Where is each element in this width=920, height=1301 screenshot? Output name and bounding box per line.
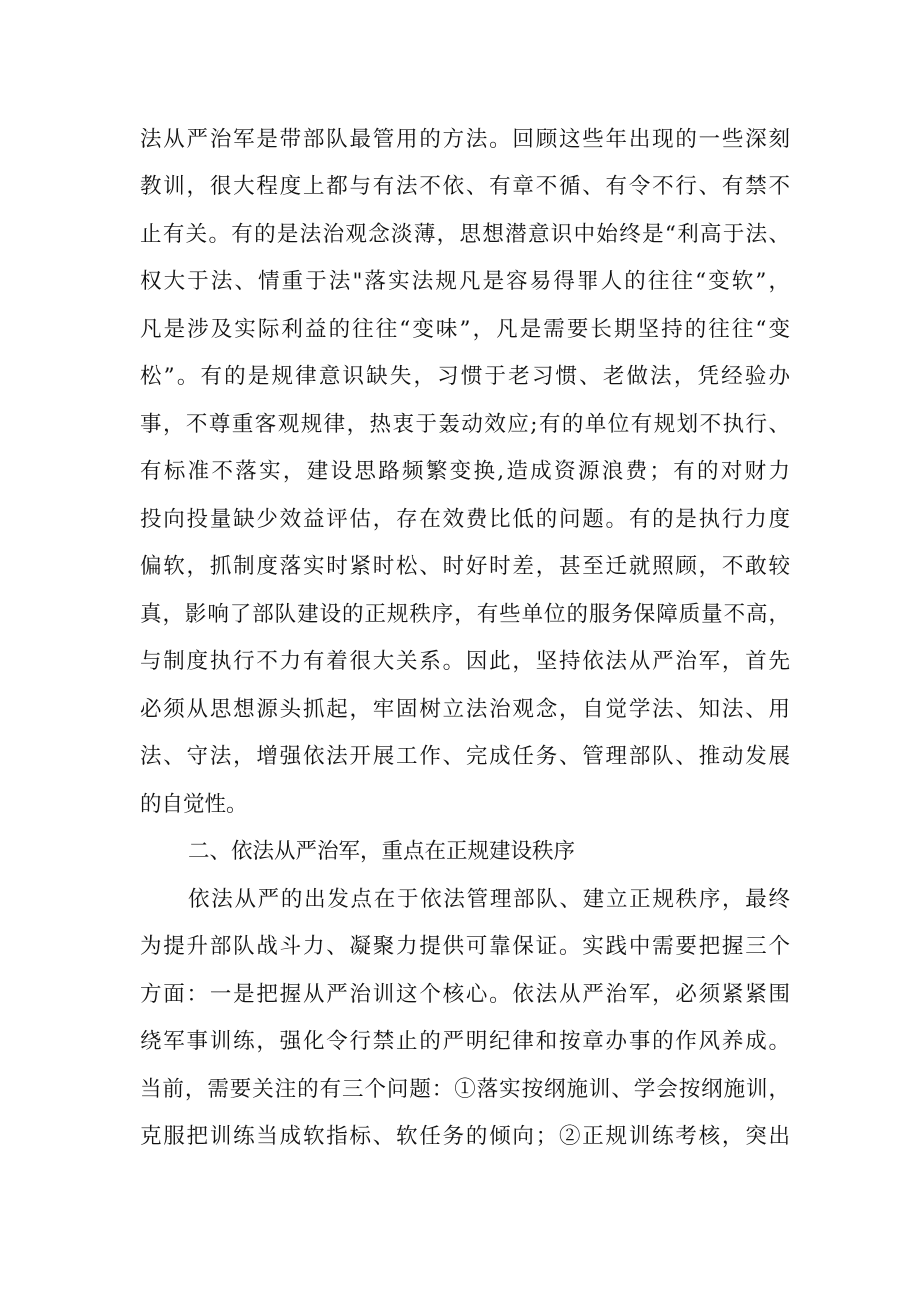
paragraph-line: 依法从严的出发点在于依法管理部队、建立正规秩序，最终 bbox=[188, 887, 790, 912]
paragraph-line: 当前，需要关注的有三个问题：①落实按纲施训、学会按纲施训， bbox=[140, 1077, 790, 1102]
paragraph-line: 有标准不落实，建设思路频繁变换,造成资源浪费；有的对财力 bbox=[140, 459, 790, 484]
paragraph-line: 真，影响了部队建设的正规秩序，有些单位的服务保障质量不高， bbox=[140, 602, 790, 627]
paragraph-line: 教训，很大程度上都与有法不依、有章不循、有令不行、有禁不 bbox=[140, 174, 790, 199]
paragraph-line: 法、守法，增强依法开展工作、完成任务、管理部队、推动发展 bbox=[140, 744, 790, 769]
paragraph-line: 事，不尊重客观规律，热衷于轰动效应;有的单位有规划不执行、 bbox=[140, 412, 790, 437]
paragraph-line: 权大于法、情重于法"落实法规凡是容易得罪人的往往“变软”， bbox=[140, 269, 790, 294]
paragraph-line: 为提升部队战斗力、凝聚力提供可靠保证。实践中需要把握三个 bbox=[140, 934, 790, 959]
paragraph-line: 投向投量缺少效益评估，存在效费比低的问题。有的是执行力度 bbox=[140, 507, 790, 532]
paragraph-line: 与制度执行不力有着很大关系。因此，坚持依法从严治军，首先 bbox=[140, 649, 790, 674]
paragraph-line: 绕军事训练，强化令行禁止的严明纪律和按章办事的作风养成。 bbox=[140, 1029, 790, 1054]
section-heading: 二、依法从严治军，重点在正规建设秩序 bbox=[188, 839, 576, 864]
paragraph-line: 的自觉性。 bbox=[140, 792, 248, 817]
paragraph-line: 止有关。有的是法治观念淡薄，思想潜意识中始终是“利高于法、 bbox=[140, 222, 790, 247]
paragraph-line: 克服把训练当成软指标、软任务的倾向；②正规训练考核，突出 bbox=[140, 1124, 790, 1149]
paragraph-line: 方面：一是把握从严治训这个核心。依法从严治军，必须紧紧围 bbox=[140, 982, 790, 1007]
paragraph-line: 松”。有的是规律意识缺失，习惯于老习惯、老做法，凭经验办 bbox=[140, 364, 790, 389]
paragraph-line: 必须从思想源头抓起，牢固树立法治观念，自觉学法、知法、用 bbox=[140, 697, 790, 722]
paragraph-line: 凡是涉及实际利益的往往“变味”，凡是需要长期坚持的往往“变 bbox=[140, 317, 790, 342]
paragraph-line: 法从严治军是带部队最管用的方法。回顾这些年出现的一些深刻 bbox=[140, 127, 790, 152]
paragraph-line: 偏软，抓制度落实时紧时松、时好时差，甚至迁就照顾，不敢较 bbox=[140, 554, 790, 579]
